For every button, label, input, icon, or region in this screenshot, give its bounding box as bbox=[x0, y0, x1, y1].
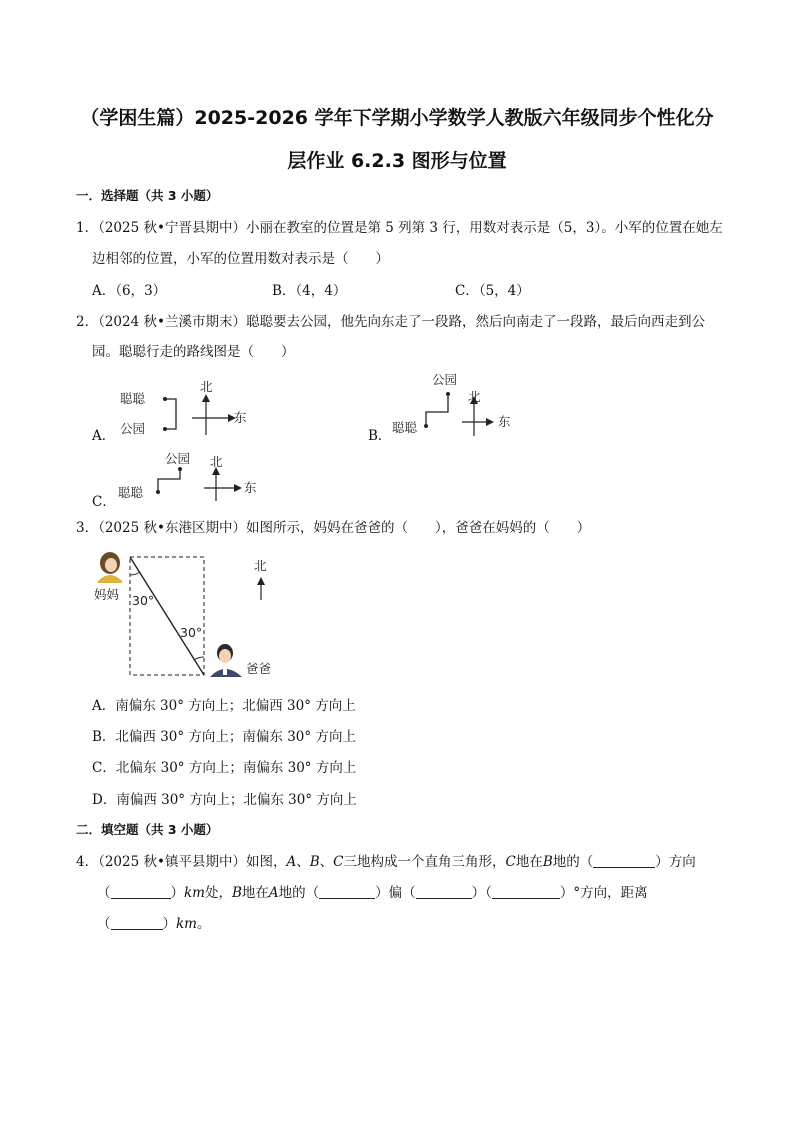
q4-point-c: C bbox=[333, 854, 344, 870]
q3-option-c: C．北偏东 30° 方向上；南偏东 30° 方向上 bbox=[92, 760, 357, 776]
q4-point-a: A bbox=[268, 885, 279, 901]
question-2-line-2: 园。聪聪行走的路线图是（ ） bbox=[92, 344, 295, 360]
q4-text: 处， bbox=[204, 885, 232, 901]
fig-c-label-congcong: 聪聪 bbox=[118, 485, 144, 500]
fig-b-route bbox=[426, 396, 448, 426]
q4-text: 地在 bbox=[515, 854, 543, 870]
fig-c-north: 北 bbox=[210, 454, 223, 469]
fig-b-north: 北 bbox=[468, 389, 481, 404]
q3-figure bbox=[92, 545, 312, 685]
question-3-line-1: 3．（2025 秋•东港区期中）如图所示，妈妈在爸爸的（ ），爸爸在妈妈的（ ） bbox=[76, 520, 591, 536]
mom-figure bbox=[98, 552, 122, 583]
fig-a-label-congcong: 聪聪 bbox=[120, 391, 146, 406]
q4-text: ）（ bbox=[471, 885, 492, 901]
question-2-line-1-text: 2．（2024 秋•兰溪市期末）聪聪要去公园，他先向东走了一段路，然后向南走了一段路，最后向西走到公 bbox=[76, 314, 705, 330]
blank-3[interactable] bbox=[319, 884, 375, 899]
question-4-line-3 bbox=[97, 912, 210, 932]
q2-option-a-letter: A． bbox=[92, 428, 116, 444]
blank-1[interactable] bbox=[593, 853, 655, 868]
q2-figure-a bbox=[110, 378, 270, 442]
fig-b-east: 东 bbox=[498, 414, 511, 429]
q2-option-b-letter: B． bbox=[368, 428, 392, 444]
section-heading-choice: 一．选择题（共 3 小题） bbox=[76, 188, 219, 203]
q4-text: ）°方向，距离 bbox=[559, 885, 648, 901]
q4-point-a: A bbox=[286, 854, 297, 870]
q3-north: 北 bbox=[254, 558, 267, 573]
dad-figure bbox=[210, 644, 242, 677]
q4-text: ）偏（ bbox=[375, 885, 416, 901]
question-1-line-1: 1．（2025 秋•宁晋县期中）小丽在教室的位置是第 5 列第 3 行，用数对表示是（5，3）。小军的位置在她左 bbox=[76, 220, 723, 236]
q2-option-c-letter: C． bbox=[92, 494, 116, 510]
q4-text: （ bbox=[97, 916, 111, 932]
question-4-line-2 bbox=[97, 881, 648, 901]
q4-text: 地的（ bbox=[552, 854, 594, 870]
page-title-line-2: 层作业 6.2.3 图形与位置 bbox=[287, 150, 507, 172]
fig-a-route bbox=[165, 399, 176, 429]
blank-2[interactable] bbox=[111, 884, 171, 899]
q4-text: 地的（ bbox=[278, 885, 320, 901]
fig-c-route bbox=[158, 469, 180, 492]
q4-unit-km: km bbox=[176, 916, 197, 932]
fig-b-label-park: 公园 bbox=[432, 372, 458, 387]
q4-text: 三地构成一个直角三角形， bbox=[343, 854, 506, 870]
section-heading-fill-in: 二．填空题（共 3 小题） bbox=[76, 822, 219, 837]
q4-sep: 、 bbox=[319, 854, 334, 870]
q4-text: 。 bbox=[196, 916, 211, 932]
q3-option-d: D．南偏西 30° 方向上；北偏东 30° 方向上 bbox=[92, 792, 357, 808]
q4-text: ）方向 bbox=[655, 854, 696, 870]
fig-a-east: 东 bbox=[234, 410, 247, 425]
q3-label-dad: 爸爸 bbox=[246, 661, 272, 676]
q4-text: ） bbox=[170, 885, 184, 901]
q4-text: ） bbox=[162, 916, 176, 932]
q4-text: 地在 bbox=[241, 885, 269, 901]
q4-sep: 、 bbox=[296, 854, 310, 870]
q4-text: （ bbox=[97, 885, 111, 901]
question-1-line-2: 边相邻的位置，小军的位置用数对表示是（ ） bbox=[92, 251, 389, 267]
q4-point-c: C bbox=[505, 854, 516, 870]
question-2-line-1 bbox=[76, 310, 705, 330]
q4-prefix: 4．（2025 秋•镇平县期中）如图， bbox=[76, 854, 287, 870]
q4-point-b: B bbox=[309, 854, 320, 870]
q3-north-arrow bbox=[257, 577, 265, 585]
q3-option-a: A．南偏东 30° 方向上；北偏西 30° 方向上 bbox=[92, 698, 356, 714]
fig-a-north-arrow bbox=[202, 394, 210, 402]
fig-b-label-congcong: 聪聪 bbox=[392, 420, 418, 435]
fig-a-north: 北 bbox=[200, 379, 213, 394]
q3-diagonal bbox=[130, 557, 204, 675]
q4-point-b: B bbox=[542, 854, 553, 870]
q4-point-b: B bbox=[231, 885, 242, 901]
fig-c-east-arrow bbox=[234, 484, 242, 492]
q3-angle-dad: 30° bbox=[180, 625, 203, 640]
blank-4[interactable] bbox=[416, 884, 472, 899]
q3-option-b: B．北偏西 30° 方向上；南偏东 30° 方向上 bbox=[92, 729, 356, 745]
fig-a-label-park: 公园 bbox=[120, 421, 146, 436]
page-title-line-1: （学困生篇）2025-2026 学年下学期小学数学人教版六年级同步个性化分 bbox=[80, 107, 714, 129]
question-4-line-1 bbox=[76, 850, 696, 870]
q3-label-mom: 妈妈 bbox=[94, 587, 120, 602]
q2-figure-b bbox=[388, 368, 528, 440]
fig-b-east-arrow bbox=[486, 418, 494, 426]
q1-option-a: A．（6，3） bbox=[92, 283, 167, 299]
q1-option-b: B．（4，4） bbox=[272, 283, 347, 299]
fig-c-east: 东 bbox=[244, 480, 257, 495]
q1-option-c: C．（5，4） bbox=[455, 283, 530, 299]
blank-6[interactable] bbox=[111, 915, 163, 930]
q3-angle-mom: 30° bbox=[132, 593, 155, 608]
q2-figure-c bbox=[110, 447, 270, 505]
fig-c-label-park: 公园 bbox=[165, 451, 191, 466]
q4-unit-km: km bbox=[184, 885, 205, 901]
blank-5[interactable] bbox=[492, 884, 560, 899]
